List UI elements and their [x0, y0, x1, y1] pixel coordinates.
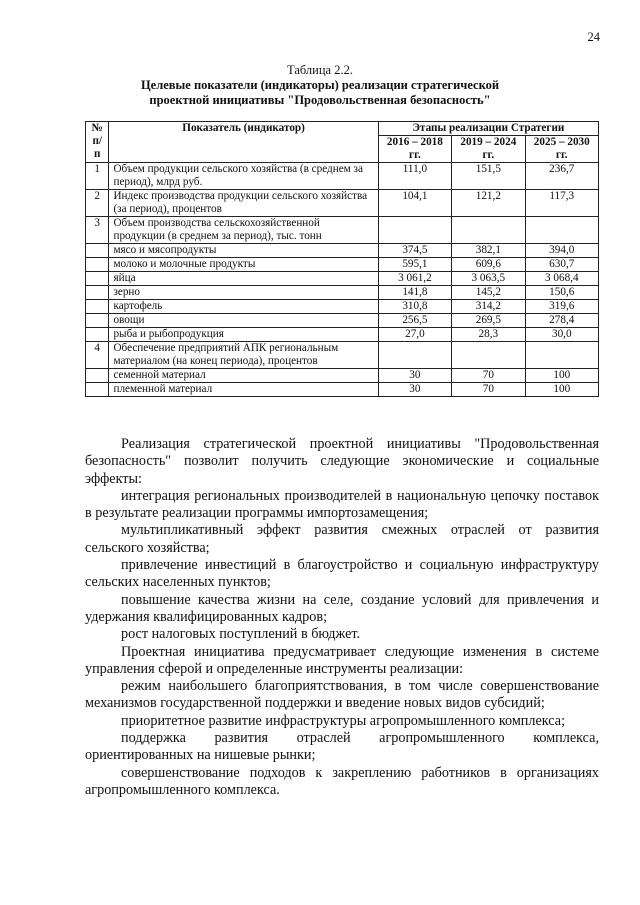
table-row — [86, 342, 599, 369]
row-value-period-1: 111,0 — [378, 163, 451, 190]
row-indicator: мясо и мясопродукты — [109, 244, 378, 258]
row-indicator: овощи — [109, 314, 378, 328]
row-value-period-2: 28,3 — [452, 328, 525, 342]
table-row — [86, 258, 599, 272]
row-number — [86, 383, 109, 397]
row-value-period-3: 30,0 — [525, 328, 598, 342]
row-number: 4 — [86, 342, 109, 369]
table-title-line-2: проектной инициативы "Продовольственная безопасность" — [149, 93, 491, 107]
row-value-period-3: 100 — [525, 369, 598, 383]
body-paragraph: Проектная инициатива предусматривает следующие изменения в системе управления сферой и определенные инструменты реализации: — [85, 643, 599, 677]
row-number — [86, 328, 109, 342]
row-value-period-3: 394,0 — [525, 244, 598, 258]
row-number — [86, 286, 109, 300]
row-number — [86, 244, 109, 258]
header-indicator: Показатель (индикатор) — [109, 122, 378, 163]
table-row — [86, 286, 599, 300]
row-value-period-2: 3 063,5 — [452, 272, 525, 286]
body-paragraph: приоритетное развитие инфраструктуры агропромышленного комплекса; — [121, 712, 566, 729]
table-row — [86, 190, 599, 217]
body-paragraph: повышение качества жизни на селе, создание условий для привлечения и удержания квалифицированных кадров; — [85, 591, 599, 625]
body-paragraph: совершенствование подходов к закреплению работников в организациях агропромышленного комплекса. — [85, 764, 599, 798]
row-number — [86, 314, 109, 328]
row-value-period-2: 70 — [452, 369, 525, 383]
row-number — [86, 369, 109, 383]
row-indicator: картофель — [109, 300, 378, 314]
header-period-2: 2019 – 2024 гг. — [452, 136, 525, 163]
body-paragraph: режим наибольшего благоприятствования, в том числе совершенствование механизмов государственной поддержки и введение новых видов субсидий; — [85, 678, 599, 712]
row-number — [86, 272, 109, 286]
row-indicator: семенной материал — [109, 369, 378, 383]
row-value-period-3: 150,6 — [525, 286, 598, 300]
row-value-period-2: 121,2 — [452, 190, 525, 217]
row-indicator: рыба и рыбопродукция — [109, 328, 378, 342]
row-value-period-1: 595,1 — [378, 258, 451, 272]
row-indicator: зерно — [109, 286, 378, 300]
row-value-period-3: 100 — [525, 383, 598, 397]
row-indicator: яйца — [109, 272, 378, 286]
body-paragraph: мультипликативный эффект развития смежных отраслей от развития сельского хозяйства; — [85, 522, 599, 556]
table-row — [86, 383, 599, 397]
header-no: № п/п — [86, 122, 109, 163]
table-row — [86, 272, 599, 286]
indicators-table — [85, 121, 599, 397]
row-value-period-2: 269,5 — [452, 314, 525, 328]
table-row — [86, 369, 599, 383]
row-indicator: Объем производства сельскохозяйственной продукции (в среднем за период), тыс. тонн — [109, 217, 378, 244]
row-value-period-1: 30 — [378, 369, 451, 383]
row-indicator: молоко и молочные продукты — [109, 258, 378, 272]
row-value-period-1: 30 — [378, 383, 451, 397]
row-number: 3 — [86, 217, 109, 244]
row-value-period-3: 3 068,4 — [525, 272, 598, 286]
body-paragraph: рост налоговых поступлений в бюджет. — [121, 626, 361, 643]
row-indicator: Объем продукции сельского хозяйства (в среднем за период), млрд руб. — [109, 163, 378, 190]
row-number: 2 — [86, 190, 109, 217]
row-number: 1 — [86, 163, 109, 190]
body-paragraph: поддержка развития отраслей агропромышленного комплекса, ориентированных на нишевые рынки; — [85, 730, 599, 764]
table-label: Таблица 2.2. — [287, 63, 353, 77]
table-row — [86, 217, 599, 244]
row-value-period-3: 630,7 — [525, 258, 598, 272]
row-value-period-1: 141,8 — [378, 286, 451, 300]
row-value-period-1: 3 061,2 — [378, 272, 451, 286]
row-value-period-1: 256,5 — [378, 314, 451, 328]
row-value-period-2 — [452, 217, 525, 244]
row-value-period-3: 117,3 — [525, 190, 598, 217]
row-indicator: племенной материал — [109, 383, 378, 397]
row-value-period-1: 104,1 — [378, 190, 451, 217]
table-row — [86, 314, 599, 328]
row-value-period-2: 314,2 — [452, 300, 525, 314]
table-body — [86, 163, 599, 397]
row-value-period-1: 374,5 — [378, 244, 451, 258]
row-value-period-2: 382,1 — [452, 244, 525, 258]
body-paragraph: интеграция региональных производителей в национальную цепочку поставок в результате реализации программы импортозамещения; — [85, 487, 599, 522]
body-text — [85, 436, 599, 799]
row-value-period-1 — [378, 342, 451, 369]
body-paragraph: Реализация стратегической проектной инициативы "Продовольственная безопасность" позволит получить следующие экономические и социальные эффекты: — [85, 436, 599, 487]
row-value-period-3: 278,4 — [525, 314, 598, 328]
row-value-period-3 — [525, 342, 598, 369]
table-row — [86, 244, 599, 258]
row-number — [86, 300, 109, 314]
header-period-1: 2016 – 2018 гг. — [378, 136, 451, 163]
table-caption — [0, 63, 640, 108]
row-value-period-2: 151,5 — [452, 163, 525, 190]
row-value-period-2: 145,2 — [452, 286, 525, 300]
row-value-period-1: 310,8 — [378, 300, 451, 314]
page-number: 24 — [587, 30, 600, 44]
header-period-3: 2025 – 2030 гг. — [525, 136, 598, 163]
table-row — [86, 163, 599, 190]
row-value-period-2: 609,6 — [452, 258, 525, 272]
table-title-line-1: Целевые показатели (индикаторы) реализации стратегической — [140, 78, 500, 92]
row-value-period-3: 319,6 — [525, 300, 598, 314]
body-paragraph: привлечение инвестиций в благоустройство и социальную инфраструктуру сельских населенных пунктов; — [85, 557, 599, 591]
row-value-period-1: 27,0 — [378, 328, 451, 342]
row-number — [86, 258, 109, 272]
row-value-period-2: 70 — [452, 383, 525, 397]
row-value-period-3: 236,7 — [525, 163, 598, 190]
row-indicator: Обеспечение предприятий АПК региональным материалом (на конец периода), процентов — [109, 342, 378, 369]
row-value-period-3 — [525, 217, 598, 244]
table-row — [86, 300, 599, 314]
row-value-period-2 — [452, 342, 525, 369]
row-value-period-1 — [378, 217, 451, 244]
table-row — [86, 328, 599, 342]
header-stages: Этапы реализации Стратегии — [378, 122, 598, 136]
row-indicator: Индекс производства продукции сельского хозяйства (за период), процентов — [109, 190, 378, 217]
